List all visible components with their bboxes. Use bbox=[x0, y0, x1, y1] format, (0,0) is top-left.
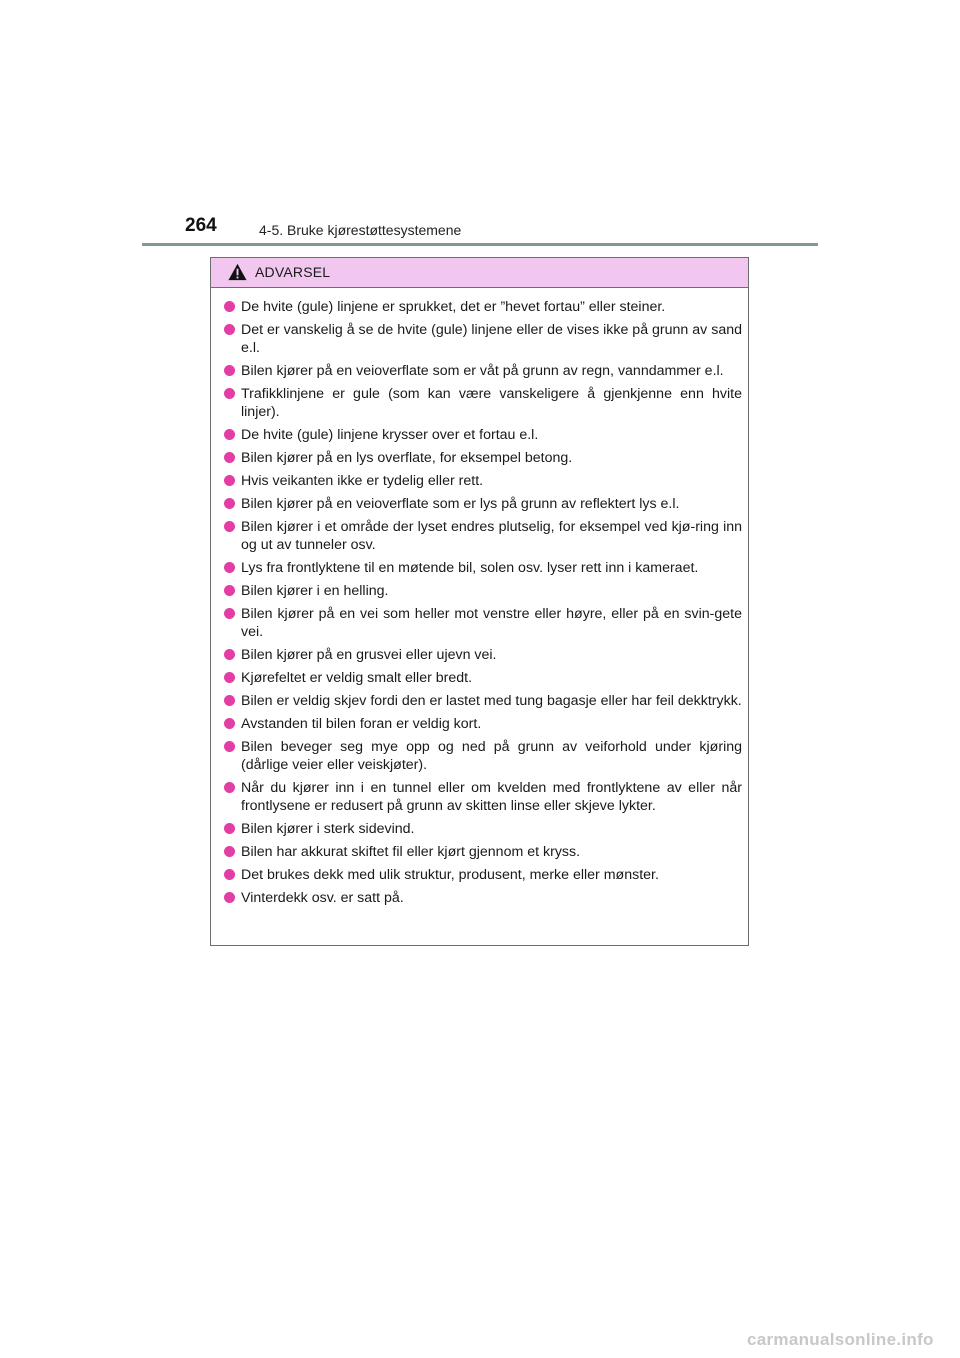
bullet-icon bbox=[224, 846, 235, 857]
bullet-icon bbox=[224, 741, 235, 752]
bullet-icon bbox=[224, 649, 235, 660]
warning-item-text: Bilen kjører i sterk sidevind. bbox=[241, 821, 415, 837]
bullet-icon bbox=[224, 324, 235, 335]
warning-item-text: Bilen kjører på en veioverflate som er lys på grunn av reflektert lys e.l. bbox=[241, 496, 680, 512]
warning-list-item bbox=[224, 669, 742, 687]
warning-triangle-icon bbox=[228, 263, 247, 281]
warning-item-text: Bilen kjører på en grusvei eller ujevn vei. bbox=[241, 647, 497, 663]
warning-item-text: Trafikklinjene er gule (som kan være vanskeligere å gjenkjenne enn hvite linjer). bbox=[241, 386, 742, 420]
warning-list-item bbox=[224, 321, 742, 357]
warning-item-text: Bilen kjører i en helling. bbox=[241, 583, 389, 599]
warning-list-item bbox=[224, 385, 742, 421]
bullet-icon bbox=[224, 672, 235, 683]
warning-item-text: Hvis veikanten ikke er tydelig eller rett. bbox=[241, 473, 484, 489]
warning-list-item bbox=[224, 559, 742, 577]
bullet-icon bbox=[224, 429, 235, 440]
warning-list-item bbox=[224, 362, 742, 380]
warning-list-item bbox=[224, 692, 742, 710]
warning-list-item bbox=[224, 426, 742, 444]
bullet-icon bbox=[224, 498, 235, 509]
warning-item-text: Bilen beveger seg mye opp og ned på grunn av veiforhold under kjøring (dårlige veier eller veiskjøter). bbox=[241, 739, 742, 773]
warning-item-text: Det er vanskelig å se de hvite (gule) linjene eller de vises ikke på grunn av sand e.l. bbox=[241, 322, 742, 356]
warning-item-text: Lys fra frontlyktene til en møtende bil, solen osv. lyser rett inn i kameraet. bbox=[241, 560, 699, 576]
bullet-icon bbox=[224, 301, 235, 312]
warning-list-item bbox=[224, 518, 742, 554]
warning-item-text: De hvite (gule) linjene krysser over et fortau e.l. bbox=[241, 427, 539, 443]
bullet-icon bbox=[224, 585, 235, 596]
warning-list-item bbox=[224, 866, 742, 884]
warning-item-text: Bilen kjører på en vei som heller mot venstre eller høyre, eller på en svin-gete vei. bbox=[241, 606, 742, 640]
bullet-icon bbox=[224, 452, 235, 463]
warning-title: ADVARSEL bbox=[255, 264, 331, 280]
page-header bbox=[0, 0, 960, 250]
bullet-icon bbox=[224, 718, 235, 729]
warning-header bbox=[211, 258, 748, 288]
warning-list-item bbox=[224, 738, 742, 774]
bullet-icon bbox=[224, 782, 235, 793]
warning-list-item bbox=[224, 449, 742, 467]
warning-list-item bbox=[224, 889, 742, 907]
warning-item-text: Vinterdekk osv. er satt på. bbox=[241, 890, 404, 906]
warning-item-text: Når du kjører inn i en tunnel eller om kvelden med frontlyktene av eller når frontlysene er redusert på grunn av skitten linse eller skjeve lykter. bbox=[241, 780, 742, 814]
footer-watermark: carmanualsonline.info bbox=[747, 1330, 934, 1349]
warning-list-item bbox=[224, 779, 742, 815]
warning-list-item bbox=[224, 472, 742, 490]
bullet-icon bbox=[224, 892, 235, 903]
warning-list-item bbox=[224, 605, 742, 641]
page-number: 264 bbox=[185, 215, 217, 236]
warning-box bbox=[210, 257, 749, 946]
warning-list-item bbox=[224, 843, 742, 861]
warning-item-text: Bilen har akkurat skiftet fil eller kjørt gjennom et kryss. bbox=[241, 844, 581, 860]
warning-list-item bbox=[224, 495, 742, 513]
header-divider bbox=[142, 243, 818, 246]
bullet-icon bbox=[224, 365, 235, 376]
warning-item-text: Det brukes dekk med ulik struktur, produsent, merke eller mønster. bbox=[241, 867, 659, 883]
bullet-icon bbox=[224, 521, 235, 532]
warning-item-text: Avstanden til bilen foran er veldig kort. bbox=[241, 716, 482, 732]
bullet-icon bbox=[224, 823, 235, 834]
section-title: 4-5. Bruke kjørestøttesystemene bbox=[259, 222, 462, 238]
warning-list-item bbox=[224, 820, 742, 838]
warning-list bbox=[211, 288, 748, 907]
warning-item-text: Bilen kjører på en veioverflate som er våt på grunn av regn, vanndammer e.l. bbox=[241, 363, 724, 379]
warning-item-text: Bilen kjører på en lys overflate, for eksempel betong. bbox=[241, 450, 573, 466]
bullet-icon bbox=[224, 695, 235, 706]
warning-item-text: Bilen kjører i et område der lyset endres plutselig, for eksempel ved kjø-ring inn og ut av tunneler osv. bbox=[241, 519, 742, 553]
warning-list-item bbox=[224, 582, 742, 600]
warning-list-item bbox=[224, 715, 742, 733]
bullet-icon bbox=[224, 869, 235, 880]
warning-list-item bbox=[224, 298, 742, 316]
bullet-icon bbox=[224, 562, 235, 573]
warning-item-text: Kjørefeltet er veldig smalt eller bredt. bbox=[241, 670, 473, 686]
bullet-icon bbox=[224, 475, 235, 486]
warning-item-text: De hvite (gule) linjene er sprukket, det er ”hevet fortau” eller steiner. bbox=[241, 299, 666, 315]
bullet-icon bbox=[224, 388, 235, 399]
bullet-icon bbox=[224, 608, 235, 619]
warning-list-item bbox=[224, 646, 742, 664]
warning-item-text: Bilen er veldig skjev fordi den er lastet med tung bagasje eller har feil dekktrykk. bbox=[241, 693, 742, 709]
